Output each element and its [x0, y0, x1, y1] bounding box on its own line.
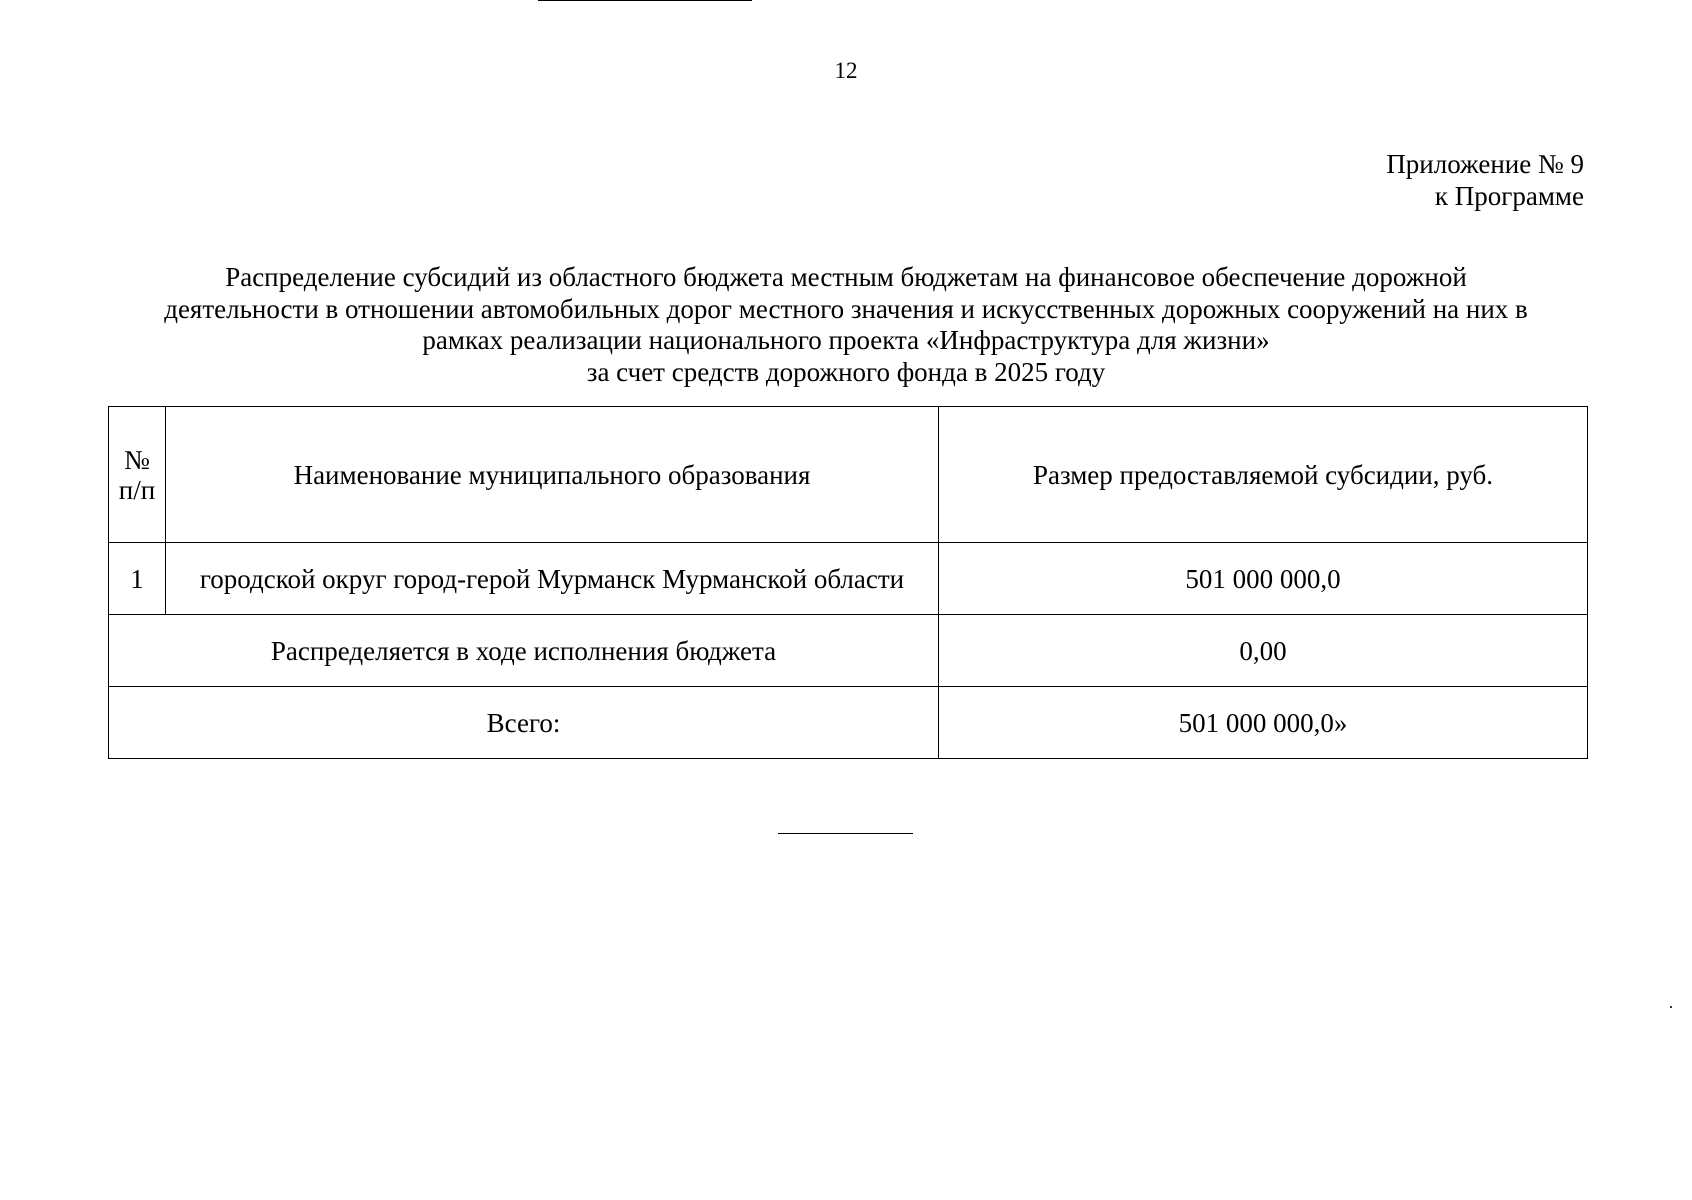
title-line: рамках реализации национального проекта «Инфраструктура для жизни»: [422, 325, 1270, 355]
undistributed-label: Распределяется в ходе исполнения бюджета: [109, 615, 939, 687]
document-title: [108, 262, 1584, 388]
appendix-reference: к Программе: [1434, 181, 1584, 211]
header-municipality: Наименование муниципального образования: [166, 407, 939, 543]
subsidy-table: [108, 406, 1588, 759]
top-rule: [538, 0, 752, 1]
appendix-number: Приложение № 9: [1386, 149, 1584, 179]
row-amount: 501 000 000,0: [939, 543, 1588, 615]
table-header-row: [109, 407, 1588, 543]
title-line: за счет средств дорожного фонда в 2025 году: [586, 356, 1106, 387]
undistributed-amount: 0,00: [939, 615, 1588, 687]
header-number: № п/п: [109, 407, 166, 543]
header-subsidy-amount: Размер предоставляемой субсидии, руб.: [939, 407, 1588, 543]
row-number: 1: [109, 543, 166, 615]
title-line: Распределение субсидий из областного бюджета местным бюджетам на финансовое обеспечение дорожной: [225, 262, 1467, 292]
total-label: Всего:: [109, 687, 939, 759]
table-row: [109, 543, 1588, 615]
title-line: деятельности в отношении автомобильных дорог местного значения и искусственных дорожных сооружений на них в: [164, 293, 1528, 324]
total-row: [109, 687, 1588, 759]
row-municipality: городской округ город-герой Мурманск Мурманской области: [166, 543, 939, 615]
appendix-label: [1386, 148, 1584, 212]
undistributed-row: [109, 615, 1588, 687]
scan-mark: [1670, 1006, 1672, 1008]
total-amount: 501 000 000,0»: [939, 687, 1588, 759]
page-number: 12: [834, 58, 858, 83]
end-rule: [778, 833, 913, 834]
